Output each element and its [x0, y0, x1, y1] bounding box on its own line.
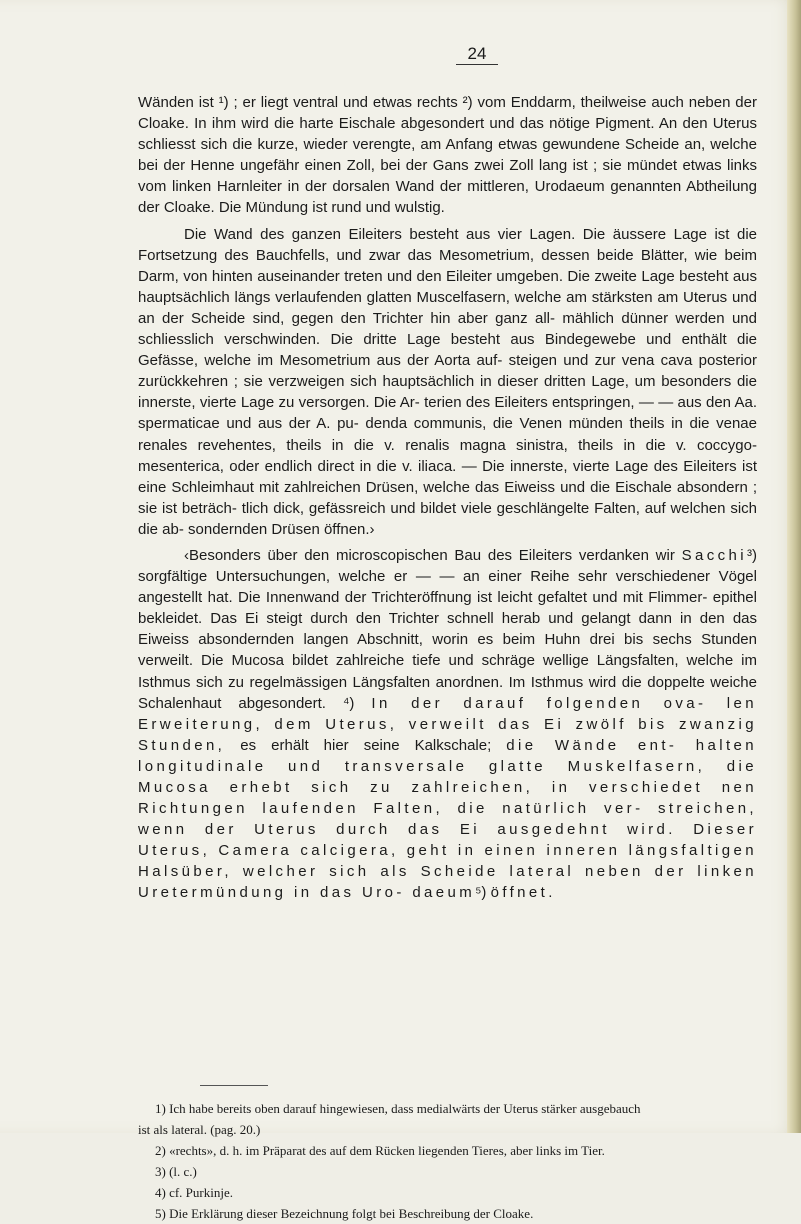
footnote-3: 3) (l. c.)	[155, 1164, 197, 1179]
para3-text-1: ‹Besonders über den microscopischen Bau des Eileiters verdanken wir	[184, 546, 682, 564]
para3-text-4: ⁵)	[475, 884, 491, 902]
para3-text-2: ³) sorgfältige Untersuchungen, welche er — — an einer Reihe sehr verschiedener Vögel angestellt hat. Die Innenwand der Trichteröffnung ist leicht gefaltet und mit Flimmer- epithel bekleidet. Das Ei steigt durch den Trichter schnell herab und gelangt dann in den das Eiweiss absondernden langen Abschnitt, worin es beim Huhn drei bis sechs Stunden verweilt. Die Mucosa bildet zahlreiche tiefe und schräge wellige Längsfalten, welche im Isthmus sich zu regelmässigen Längsfalten anordnen. Im Isthmus wird die doppelte weiche Schalenhaut abgesondert. ⁴)	[138, 546, 757, 712]
footnote-2: 2) «rechts», d. h. im Präparat des auf dem Rücken liegenden Tieres, aber links im Tier.	[155, 1143, 605, 1158]
body-text	[138, 92, 757, 909]
footnotes	[138, 1098, 755, 1224]
paragraph-3	[138, 545, 757, 904]
paragraph-1: Wänden ist ¹) ; er liegt ventral und etwas rechts ²) vom Enddarm, theilweise auch neben der Cloake. In ihm wird die harte Eischale abgesondert und das nötige Pigment. An den Uterus schliesst sich die kurze, wieder verengte, am Anfang etwas gewundene Scheide an, welche bei der Henne ungefähr einen Zoll, bei der Gans zwei Zoll lang ist ; sie mündet etwas links vom linken Harnleiter in der dorsalen Wand der mittleren, Urodaeum genannten Abtheilung der Cloake. Die Mündung ist rund und wulstig.	[138, 94, 757, 217]
page-number: 24	[456, 44, 498, 65]
footnote-divider	[200, 1085, 268, 1086]
para3-spaced-1: In der darauf folgenden ova- len Erweiterung, dem Uterus, verweilt das Ei zwölf bis zwanzig Stunden,	[138, 694, 757, 754]
paragraph-2: Die Wand des ganzen Eileiters besteht aus vier Lagen. Die äussere Lage ist die Fortsetzung des Bauchfells, und zwar das Mesometrium, dessen beide Blätter, wie beim Darm, von hinten auseinander treten und den Eileiter umgeben. Die zweite Lage besteht aus hauptsächlich längs verlaufenden glatten Muscelfasern, welche am stärksten am Uterus und an der Scheide sind, gegen den Trichter hin aber ganz all- mählich dünner werden und schliesslich verschwinden. Die dritte Lage besteht aus Bindegewebe und enthält die Gefässe, welche im Mesometrium aus der Aorta auf- steigen und zur vena cava posterior zurückkehren ; sie verzweigen sich hauptsächlich in dieser dritten Lage, um besonders die innerste, vierte Lage zu versorgen. Die Ar- terien des Eileiters entspringen, — — aus den Aa. spermaticae und aus der A. pu- denda communis, die Venen münden theils in die venae renales revehentes, theils in die v. renalis magna sinistra, theils in die v. coccygo-mesenterica, oder endlich direct in die v. iliaca. — Die innerste, vierte Lage des Eileiters ist eine Schleimhaut mit zahlreichen Drüsen, welche das Eiweiss und die Eischale absondern ; sie ist beträch- tlich dick, gefässreich und bildet viele geschlängelte Falten, auf welchen sich die ab- sondernden Drüsen öffnen.›	[138, 225, 757, 538]
footnote-1: 1) Ich habe bereits oben darauf hingewiesen, dass medialwärts der Uterus stärker ausgebauch	[155, 1101, 641, 1116]
footnote-1-continued: ist als lateral. (pag. 20.)	[138, 1122, 261, 1137]
author-name-sacchi: Sacchi	[681, 546, 747, 564]
para3-spaced-3: öffnet.	[490, 884, 556, 902]
para3-text-3: es erhält hier seine Kalkschale;	[225, 736, 507, 754]
footnote-4: 4) cf. Purkinje.	[155, 1185, 233, 1200]
footnote-5: 5) Die Erklärung dieser Bezeichnung folgt bei Beschreibung der Cloake.	[155, 1206, 534, 1221]
para3-spaced-2: die Wände ent- halten longitudinale und transversale glatte Muskelfasern, die Mucosa erhebt sich zu zahlreichen, in verschiedet nen Richtungen laufenden Falten, die natürlich ver- streichen, wenn der Uterus durch das Ei ausgedehnt wird. Dieser Uterus, Camera calcigera, geht in einen inneren längsfaltigen Halsüber, welcher sich als Scheide lateral neben der linken Uretermündung in das Uro- daeum	[138, 736, 757, 902]
page-edge-shadow	[787, 0, 801, 1133]
